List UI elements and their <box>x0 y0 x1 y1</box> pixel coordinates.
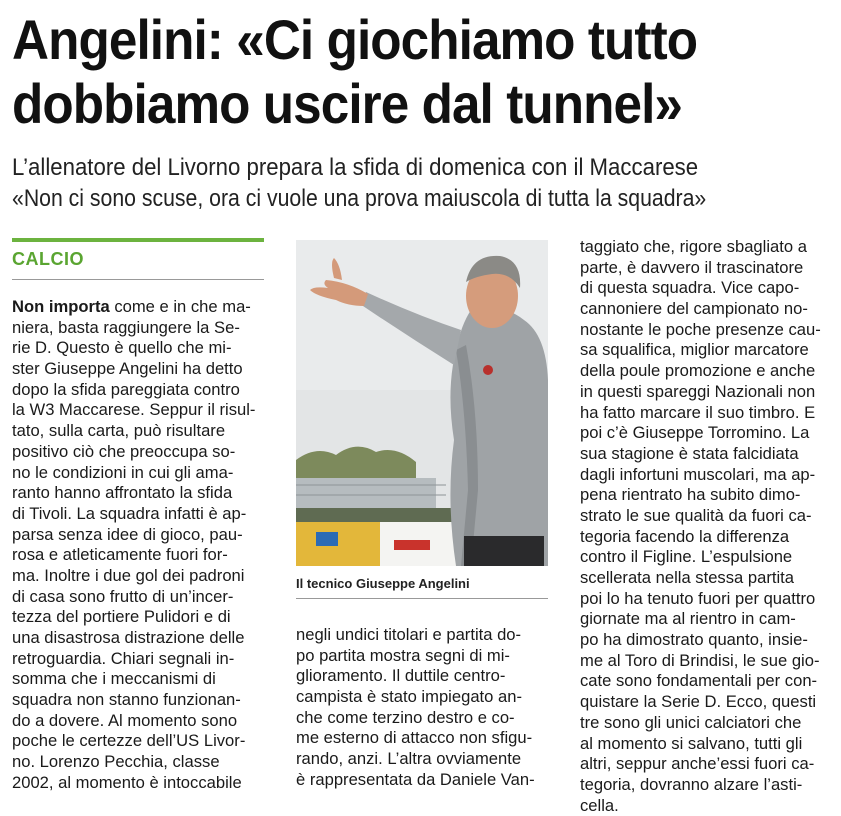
text-line: ranto hanno affrontato la sfida <box>12 483 233 503</box>
article-column-left <box>12 297 264 794</box>
text-line: dagli infortuni muscolari, ma ap- <box>580 464 816 484</box>
text-line: 2002, al momento è intoccabile <box>12 772 242 792</box>
text-line-rest: come e in che ma- <box>109 297 251 316</box>
text-line: tegoria, dovranno alzare l’asti- <box>580 774 803 794</box>
text-line: dopo la sfida pareggiata contro <box>12 379 240 399</box>
text-line: è rappresentata da Daniele Van- <box>296 769 535 789</box>
text-line: ma. Inoltre i due gol dei padroni <box>12 565 245 585</box>
text-line: po partita mostra segni di mi- <box>296 645 510 665</box>
text-line: di Tivoli. La squadra infatti è ap- <box>12 503 247 523</box>
article-column-middle <box>296 625 548 791</box>
section-divider <box>12 279 264 280</box>
text-line: sua stagione è stata falcidiata <box>580 443 799 463</box>
text-line: di casa sono frutto di un’incer- <box>12 586 234 606</box>
text-line: no. Lorenzo Pecchia, classe <box>12 752 220 772</box>
text-line: scellerata nella stessa partita <box>580 568 794 587</box>
section-accent-rule <box>12 238 264 242</box>
section-label: CALCIO <box>12 249 84 269</box>
text-line: campista è stato impiegato an- <box>296 687 522 707</box>
text-line: ster Giuseppe Angelini ha detto <box>12 359 243 379</box>
text-line: cella. <box>580 795 619 815</box>
text-line: me al Toro di Brindisi, le sue gio- <box>580 650 820 670</box>
text-line <box>12 297 264 318</box>
text-line: sa squalifica, miglior marcatore <box>580 340 809 360</box>
text-line: altri, seppur anche’essi fuori ca- <box>580 754 815 774</box>
text-line: po ha dimostrato quanto, insie- <box>580 630 808 650</box>
text-line: rando, anzi. L’altra ovviamente <box>296 749 522 769</box>
headline <box>12 8 764 136</box>
text-line: rie D. Questo è quello che mi- <box>12 338 232 358</box>
text-line: la W3 Maccarese. Seppur il risul- <box>12 400 256 420</box>
text-line: niera, basta raggiungere la Se- <box>12 317 240 337</box>
text-line: poche le certezze dell’US Livor- <box>12 731 246 751</box>
text-line: do a dovere. Al momento sono <box>12 710 238 730</box>
subtitle-line-2: «Non ci sono scuse, ora ci vuole una prova maiuscola di tutta la squadra» <box>12 185 707 212</box>
text-line: tato, sulla carta, può risultare <box>12 421 226 441</box>
text-line: poi lo ha tenuto fuori per quattro <box>580 588 816 608</box>
text-line: taggiato che, rigore sbagliato a <box>580 237 807 256</box>
lead-in: Non importa <box>12 297 110 316</box>
text-line: cate sono fondamentali per con- <box>580 671 818 691</box>
text-line: una disastrosa distrazione delle <box>12 628 245 647</box>
headline-line-2: dobbiamo uscire dal tunnel» <box>12 72 682 135</box>
text-line: tre sono gli unici calciatori che <box>580 712 802 732</box>
subtitle-line-1: L’allenatore del Livorno prepara la sfida di domenica con il Maccarese <box>12 154 699 181</box>
text-line: negli undici titolari e partita do- <box>296 625 522 644</box>
text-line: giornate ma al rientro in cam- <box>580 609 796 629</box>
text-line: no le condizioni in cui gli ama- <box>12 462 234 482</box>
text-line: poi c’è Giuseppe Torromino. La <box>580 423 810 443</box>
text-line: somma che i meccanismi di <box>12 669 216 689</box>
text-line: contro il Figline. L’espulsione <box>580 547 793 567</box>
text-line: pena rientrato ha subito dimo- <box>580 485 801 505</box>
text-line: cannoniere del campionato no- <box>580 299 808 319</box>
text-line: glioramento. Il duttile centro- <box>296 666 506 686</box>
coach-photo-illustration <box>296 240 548 566</box>
text-line: squadra non stanno funzionan- <box>12 690 241 710</box>
text-line: strato le sue qualità da fuori ca- <box>580 505 812 525</box>
text-line: parte, è davvero il trascinatore <box>580 257 804 277</box>
text-line: al momento si salvano, tutti gli <box>580 733 803 753</box>
text-line: in questi spareggi Nazionali non <box>580 381 816 401</box>
text-line: che come terzino destro e co- <box>296 707 515 727</box>
caption-divider <box>296 598 548 599</box>
text-line: nostante le poche presenze cau- <box>580 319 821 339</box>
coach-photo <box>296 240 548 566</box>
text-line: me esterno di attacco non sfigu- <box>296 728 533 748</box>
text-line: positivo ciò che preoccupa so- <box>12 441 236 461</box>
text-line: ha fatto marcare il suo timbro. E <box>580 402 816 422</box>
text-line: di questa squadra. Vice capo- <box>580 278 800 298</box>
text-line: tegoria facendo la differenza <box>580 526 790 546</box>
text-line: della poule promozione e anche <box>580 361 816 381</box>
photo-caption: Il tecnico Giuseppe Angelini <box>296 576 470 591</box>
text-line: rosa e atleticamente fuori for- <box>12 545 228 565</box>
text-line: parsa senza idee di gioco, pau- <box>12 524 243 544</box>
text-line: quistare la Serie D. Ecco, questi <box>580 692 817 712</box>
text-line: retroguardia. Chiari segnali in- <box>12 648 235 668</box>
headline-line-1: Angelini: «Ci giochiamo tutto <box>12 8 698 71</box>
article-column-right <box>580 237 832 816</box>
text-line: tezza del portiere Pulidori e di <box>12 607 231 627</box>
